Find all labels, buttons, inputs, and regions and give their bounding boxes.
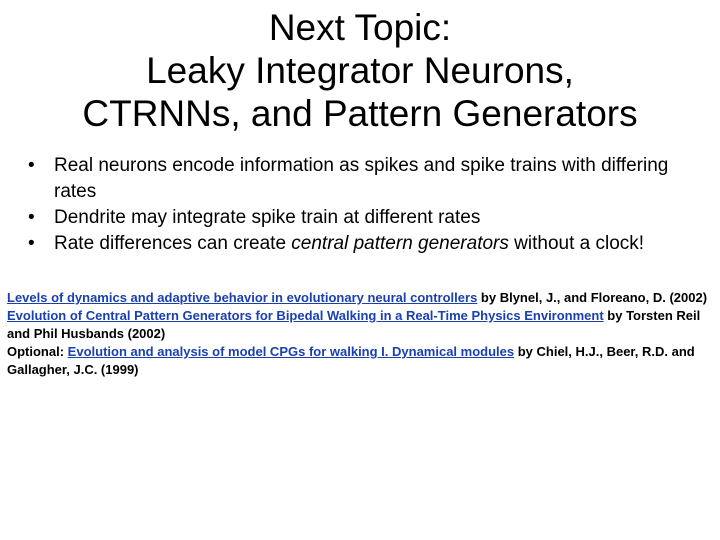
reference-authors: by Blynel, J., and Floreano, D. (2002) <box>477 290 708 305</box>
bullet-item <box>28 153 688 205</box>
reference-link[interactable]: Evolution of Central Pattern Generators for Bipedal Walking in a Real-Time Physics Environment <box>7 308 604 323</box>
bullet-item <box>28 205 688 231</box>
optional-label: Optional: <box>7 344 68 359</box>
reference-link[interactable]: Evolution and analysis of model CPGs for walking I. Dynamical modules <box>67 344 515 359</box>
title-line-3: CTRNNs, and Pattern Generators <box>82 93 638 134</box>
bullet-item <box>28 231 688 257</box>
reference-item <box>7 343 713 379</box>
reference-authors: by Chiel, H.J., Beer, R.D. and Gallagher, J.C. (1999) <box>7 344 695 377</box>
reference-item <box>7 289 713 307</box>
bullet-text: Dendrite may integrate spike train at different rates <box>54 207 481 228</box>
bullet-text-post: without a clock! <box>508 233 645 254</box>
bullet-emphasis: central pattern generators <box>291 233 509 254</box>
title-line-2: Leaky Integrator Neurons, <box>146 50 574 91</box>
bullet-text-pre: Rate differences can create <box>54 233 292 254</box>
bullet-text: Real neurons encode information as spikes and spike trains with differing rates <box>54 155 669 202</box>
slide-title <box>0 6 720 135</box>
reference-item <box>7 307 713 343</box>
reference-link[interactable]: Levels of dynamics and adaptive behavior in evolutionary neural controllers <box>7 290 478 305</box>
references <box>7 289 713 379</box>
reference-authors: by Torsten Reil and Phil Husbands (2002) <box>7 308 701 341</box>
bullet-list <box>28 153 688 257</box>
title-line-1: Next Topic: <box>268 7 452 48</box>
